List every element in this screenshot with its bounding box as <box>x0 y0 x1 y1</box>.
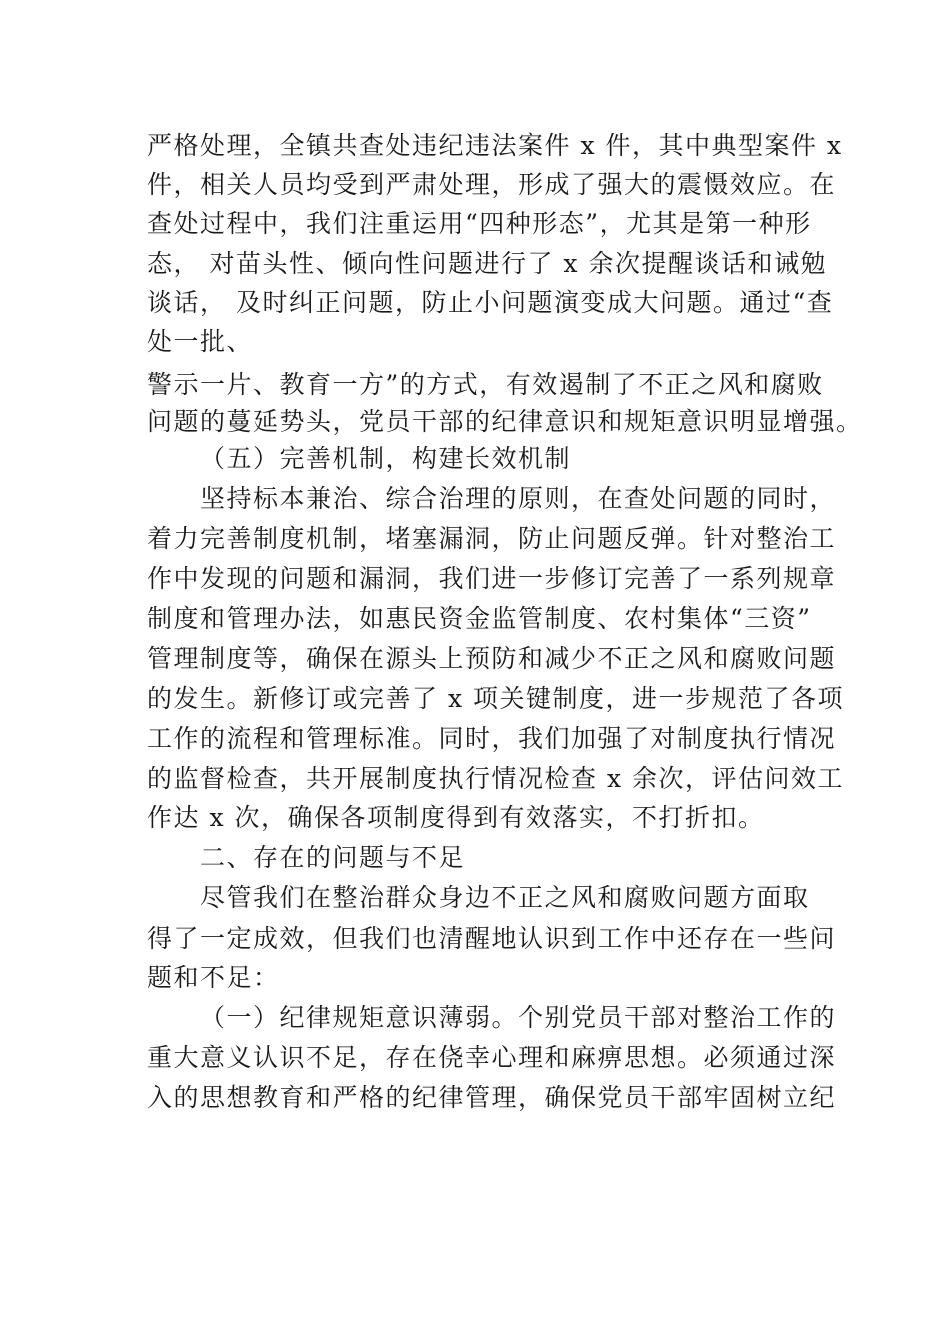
text-line: 问题的蔓延势头，党员干部的纪律意识和规矩意识明显增强。 <box>147 407 863 436</box>
text-line: 严格处理，全镇共查处违纪违法案件 x 件，其中典型案件 x <box>147 131 843 160</box>
text-line: 题和不足： <box>147 963 280 992</box>
section-heading: （五）完善机制，构建长效机制 <box>200 444 572 473</box>
text-line: 的监督检查，共开展制度执行情况检查 x 余次，评估问效工 <box>147 764 844 793</box>
text-line: 重大意义认识不足，存在侥幸心理和麻痹思想。必须通过深 <box>147 1043 837 1072</box>
text-line: 得了一定成效，但我们也清醒地认识到工作中还存在一些问 <box>147 924 837 953</box>
text-line: 着力完善制度机制，堵塞漏洞，防止问题反弹。针对整治工 <box>147 524 837 553</box>
text-line: 尽管我们在整治群众身边不正之风和腐败问题方面取 <box>200 883 810 912</box>
text-line: 查处过程中，我们注重运用“四种形态”，尤其是第一种形 <box>147 209 812 238</box>
text-line: 的发生。新修订或完善了 x 项关键制度，进一步规范了各项 <box>147 684 844 713</box>
text-line: （一）纪律规矩意识薄弱。个别党员干部对整治工作的 <box>200 1003 837 1032</box>
text-line: 作达 x 次，确保各项制度得到有效落实，不打折扣。 <box>147 803 765 832</box>
text-line: 谈话， 及时纠正问题，防止小问题演变成大问题。通过“查 <box>147 288 834 317</box>
text-line: 坚持标本兼治、综合治理的原则，在查处问题的同时， <box>200 484 837 513</box>
text-line: 件，相关人员均受到严肃处理，形成了强大的震慑效应。在 <box>147 170 837 199</box>
text-line: 工作的流程和管理标准。同时，我们加强了对制度执行情况 <box>147 724 837 753</box>
text-line: 警示一片、教育一方”的方式，有效遏制了不正之风和腐败 <box>147 370 824 399</box>
text-line: 管理制度等，确保在源头上预防和减少不正之风和腐败问题 <box>147 644 837 673</box>
text-line: 处一批、 <box>147 327 254 356</box>
text-line: 态， 对苗头性、倾向性问题进行了 x 余次提醒谈话和诫勉 <box>147 249 827 278</box>
section-heading: 二、存在的问题与不足 <box>200 843 466 872</box>
text-line: 制度和管理办法，如惠民资金监管制度、农村集体“三资” <box>147 604 812 633</box>
text-line: 入的思想教育和严格的纪律管理，确保党员干部牢固树立纪 <box>147 1083 837 1112</box>
text-line: 作中发现的问题和漏洞，我们进一步修订完善了一系列规章 <box>147 564 837 593</box>
